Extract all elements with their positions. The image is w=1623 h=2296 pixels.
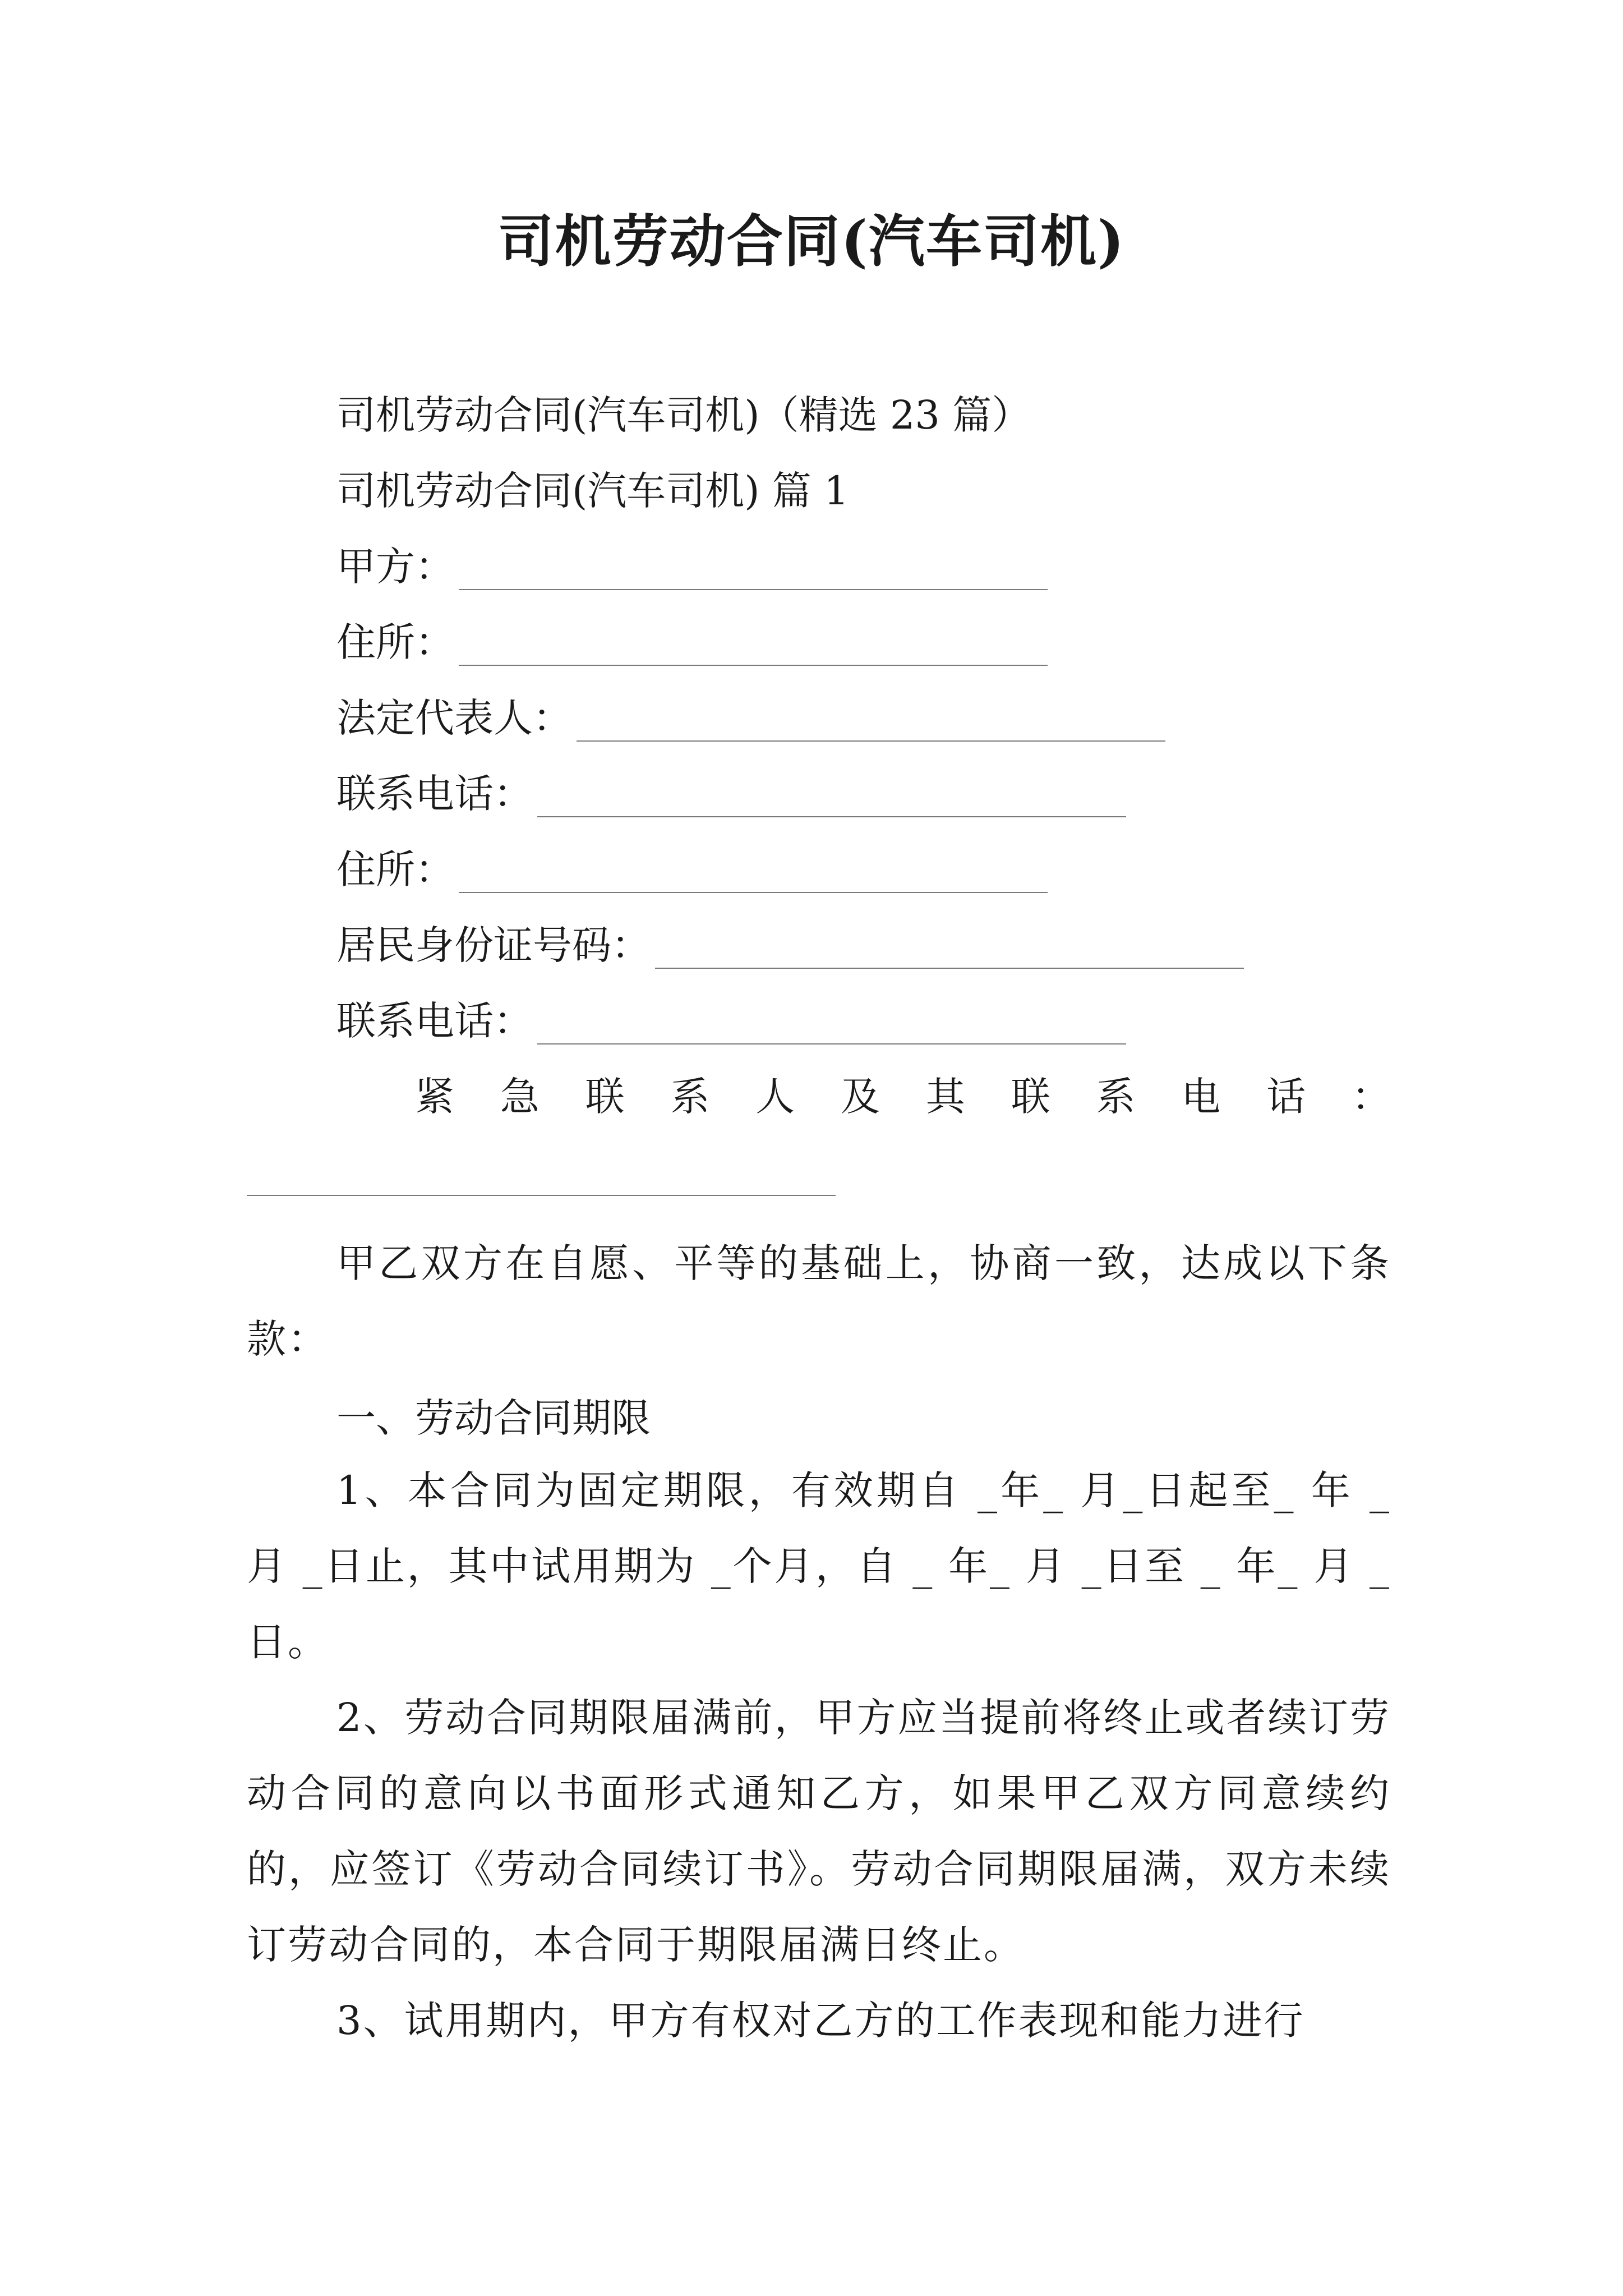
emergency-char: 系 [1096, 1074, 1136, 1120]
blank-line [459, 589, 1048, 590]
blank-line [577, 740, 1165, 742]
clause-3-paragraph: 3、试用期内，甲方有权对乙方的工作表现和能力进行 [336, 1998, 1305, 2044]
field-label: 甲方： [336, 544, 454, 590]
field-phone-b [336, 993, 1126, 1049]
field-label: 联系电话： [336, 771, 533, 817]
intro-paragraph: 甲乙双方在自愿、平等的基础上，协商一致，达成以下条款： [247, 1240, 1391, 1362]
emergency-char: 联 [1011, 1074, 1050, 1120]
blank-line [537, 1043, 1126, 1045]
document-title: 司机劳动合同(汽车司机) [497, 208, 1126, 274]
emergency-char: 系 [670, 1074, 710, 1120]
emergency-char: ： [1351, 1074, 1391, 1120]
field-id-number [336, 917, 1244, 973]
blank-line [459, 892, 1048, 893]
field-label: 居民身份证号码： [336, 922, 651, 968]
field-label: 住所： [336, 846, 454, 892]
field-address-b [336, 841, 1048, 898]
emergency-char: 紧 [415, 1074, 454, 1120]
clause-1-paragraph: 1、本合同为固定期限，有效期自 _年_ 月_日起至_ 年 _ 月 _日止，其中试用期为 _个月，自 _ 年_ 月 _日至 _ 年_ 月 _日。 [247, 1467, 1391, 1665]
emergency-char: 急 [500, 1074, 540, 1120]
field-label: 住所： [336, 619, 454, 665]
emergency-contact-blank-line [247, 1195, 836, 1196]
field-address-a [336, 614, 1048, 670]
field-legal-representative [336, 690, 1165, 746]
blank-line [537, 816, 1126, 817]
blank-line [655, 968, 1244, 969]
document-subtitle: 司机劳动合同(汽车司机)（精选 23 篇） [336, 392, 1031, 438]
emergency-char: 联 [585, 1074, 625, 1120]
field-label: 法定代表人： [336, 695, 572, 741]
field-label: 联系电话： [336, 998, 533, 1044]
field-phone-a [336, 766, 1126, 822]
emergency-contact-label [415, 1069, 1391, 1125]
clause-heading: 一、劳动合同期限 [336, 1395, 651, 1441]
field-party-a [336, 539, 1048, 595]
clause-2-paragraph: 2、劳动合同期限届满前，甲方应当提前将终止或者续订劳动合同的意向以书面形式通知乙方，如果甲乙双方同意续约的，应签订《劳动合同续订书》。劳动合同期限届满，双方未续订劳动合同的，本合同于期限届满日终止。 [247, 1695, 1391, 1968]
emergency-char: 及 [841, 1074, 880, 1120]
emergency-char: 人 [755, 1074, 795, 1120]
emergency-char: 电 [1181, 1074, 1221, 1120]
emergency-char: 其 [925, 1074, 965, 1120]
blank-line [459, 665, 1048, 666]
emergency-char: 话 [1266, 1074, 1306, 1120]
section-heading: 司机劳动合同(汽车司机) 篇 1 [336, 468, 849, 514]
